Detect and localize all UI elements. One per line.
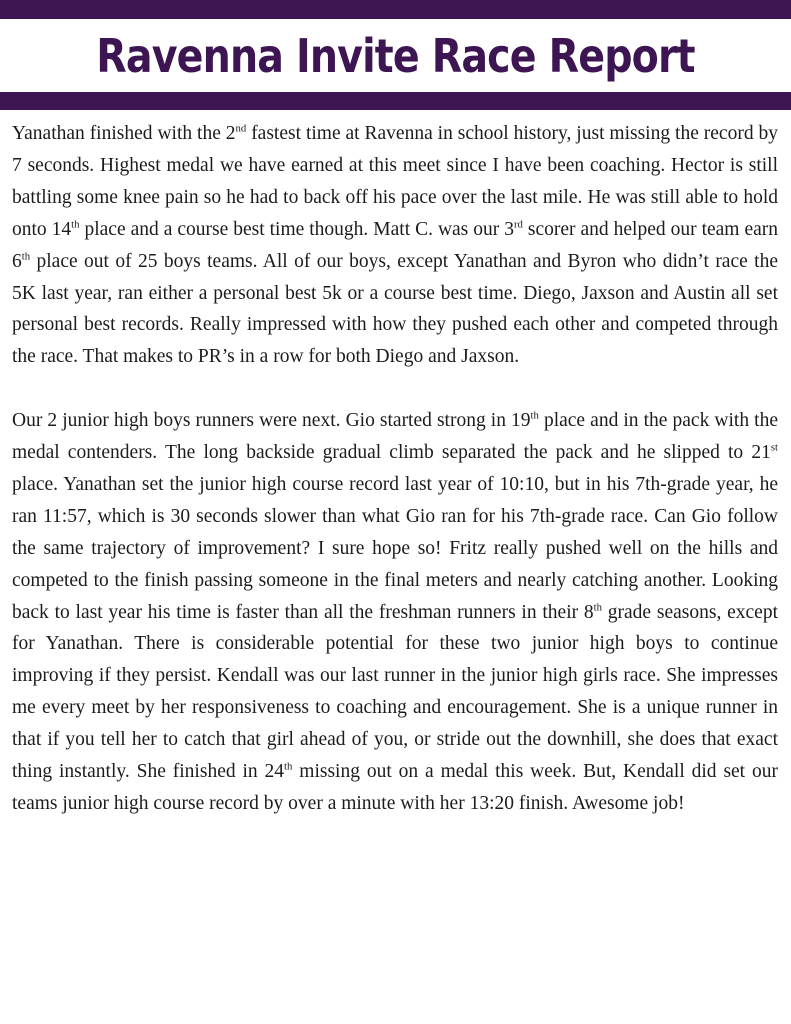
paragraph-junior-high: Our 2 junior high boys runners were next. Gio started strong in 19th place and in the pack with the medal contenders. The long backside gradual climb separated the pack and he slipped to 21st place. Yanathan set the junior high course record last year of 10:10, but in his 7th-grade year, he ran 11:57, which is 30 seconds slower than what Gio ran for his 7th-grade race. Can Gio follow the same trajectory of improvement? I sure hope so! Fritz really pushed well on the hills and competed to the finish passing someone in the final meters and nearly catching another. Looking back to last year his time is faster than all the freshman runners in their 8th grade seasons, except for Yanathan. There is considerable potential for these two junior high boys to continue improving if they persist. Kendall was our last runner in the junior high girls race. She impresses me every meet by her responsiveness to coaching and encouragement. She is a unique runner in that if you tell her to catch that girl ahead of you, or stride out the downhill, she does that exact thing instantly. She finished in 24th missing out on a medal this week. But, Kendall did set our teams junior high course record by over a minute with her 13:20 finish. Awesome job! [12, 409, 778, 815]
report-body [12, 118, 778, 820]
paragraph-varsity-boys: Yanathan finished with the 2nd fastest time at Ravenna in school history, just missing the record by 7 seconds. Highest medal we have earned at this meet since I have been coaching. Hector is still battling some knee pain so he had to back off his pace over the last mile. He was still able to hold onto 14th place and a course best time though. Matt C. was our 3rd scorer and helped our team earn 6th place out of 25 boys teams. All of our boys, except Yanathan and Byron who didn’t race the 5K last year, ran either a personal best 5k or a course best time. Diego, Jaxson and Austin all set personal best records. Really impressed with how they pushed each other and competed through the race. That makes to PR’s in a row for both Diego and Jaxson. [12, 122, 779, 368]
page-title: Ravenna Invite Race Report [96, 29, 695, 83]
header-bottom-bar [0, 92, 791, 110]
header-top-bar [0, 0, 791, 19]
